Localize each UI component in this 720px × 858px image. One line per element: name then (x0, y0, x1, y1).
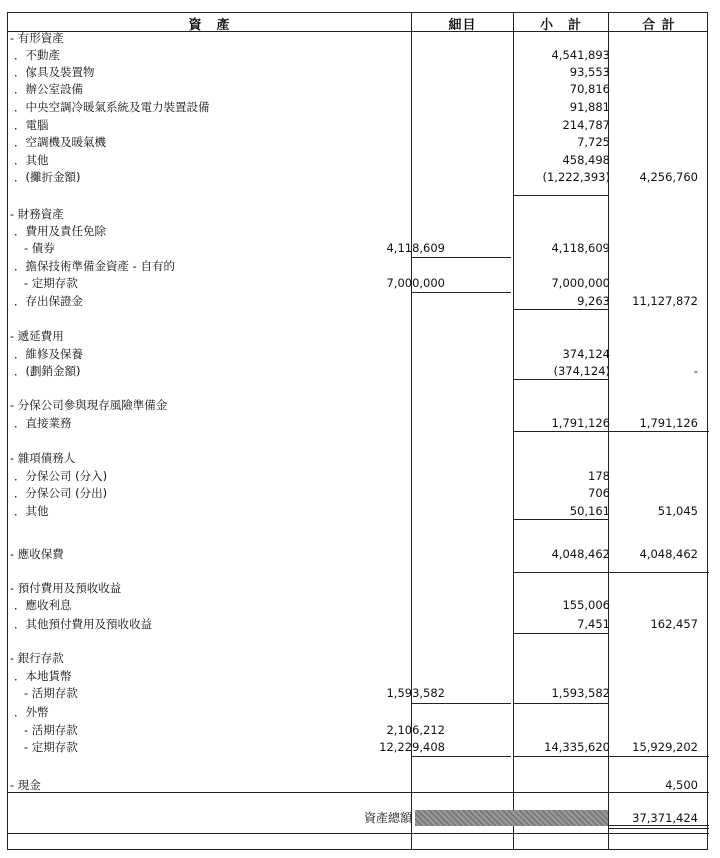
subtotal-value: 374,124 (562, 347, 610, 361)
table-row (8, 739, 707, 755)
table-row (8, 346, 707, 362)
table-row (8, 597, 707, 613)
row-label: - 分保公司參與現存風險準備金 (10, 398, 168, 412)
table-row (8, 503, 707, 519)
detail-value: 4,118,609 (386, 241, 445, 255)
table-row (8, 258, 707, 274)
row-label: - 雜項債務人 (10, 451, 76, 465)
table-row (8, 777, 707, 793)
table-row (8, 616, 707, 632)
table-row (8, 134, 707, 150)
subtotal-value: 458,498 (562, 153, 610, 167)
row-label: ．維修及保養 (14, 347, 83, 361)
subtotal-value: 1,791,126 (551, 416, 610, 430)
row-label: - 債券 (24, 241, 55, 255)
table-row (8, 397, 707, 413)
detail-value: 2,106,212 (386, 723, 445, 737)
total-value: 162,457 (650, 617, 698, 631)
total-value: 4,500 (665, 778, 698, 792)
header-assets: 資 產 (188, 18, 231, 33)
row-label: ．(攤折金額) (14, 170, 81, 184)
table-row (8, 223, 707, 239)
row-label: ．直接業務 (14, 416, 72, 430)
row-label: ．應收利息 (14, 598, 72, 612)
subtotal-value: 1,593,582 (551, 686, 610, 700)
row-label: - 遞延費用 (10, 329, 64, 343)
row-label: - 財務資產 (10, 207, 64, 221)
subtotal-value: (1,222,393) (542, 170, 610, 184)
row-label: ．中央空調冷暖氣系統及電力裝置設備 (14, 100, 210, 114)
table-row (8, 704, 707, 720)
row-label: - 活期存款 (24, 686, 78, 700)
total-value: 15,929,202 (632, 740, 698, 754)
row-label: ．不動產 (14, 48, 60, 62)
table-row (8, 240, 707, 256)
subtotal-value: 9,263 (577, 294, 610, 308)
table-row (8, 450, 707, 466)
row-label: ．傢具及裝置物 (14, 65, 95, 79)
table-row (8, 64, 707, 80)
header-total: 合 計 (642, 18, 676, 33)
table-row (8, 650, 707, 666)
total-value: 4,048,462 (639, 547, 698, 561)
total-value: 11,127,872 (632, 294, 698, 308)
total-value: - (693, 364, 698, 378)
subtotal-value: 4,048,462 (551, 547, 610, 561)
row-label: ．(劃銷金額) (14, 364, 81, 378)
total-row (8, 810, 707, 826)
row-label: ．空調機及暖氣機 (14, 135, 106, 149)
total-value: 4,256,760 (639, 170, 698, 184)
subtotal-value: 7,451 (577, 617, 610, 631)
row-label: ．電腦 (14, 118, 49, 132)
row-label: - 銀行存款 (10, 651, 64, 665)
table-row (8, 580, 707, 596)
row-label: ．其他預付費用及預收收益 (14, 617, 152, 631)
subtotal-value: 155,006 (562, 598, 610, 612)
detail-value: 7,000,000 (386, 276, 445, 290)
header-detail: 細目 (448, 18, 477, 33)
row-label: - 定期存款 (24, 276, 78, 290)
subtotal-value: 70,816 (569, 82, 610, 96)
table-row (8, 275, 707, 291)
row-label: ．費用及責任免除 (14, 224, 106, 238)
detail-value: 12,229,408 (379, 740, 445, 754)
subtotal-value: 178 (588, 469, 610, 483)
table-row (8, 47, 707, 63)
subtotal-value: 14,335,620 (544, 740, 610, 754)
row-label: ．其他 (14, 153, 49, 167)
table-row (8, 117, 707, 133)
row-label: ．分保公司 (分入) (14, 469, 108, 483)
row-label: - 現金 (10, 778, 41, 792)
table-row (8, 328, 707, 344)
total-assets-label: 資產總額 (363, 811, 412, 825)
total-value: 1,791,126 (639, 416, 698, 430)
row-label: - 預付費用及預收收益 (10, 581, 122, 595)
row-label: ．其他 (14, 504, 49, 518)
subtotal-value: 93,553 (569, 65, 610, 79)
table-row (8, 169, 707, 185)
row-label: - 有形資產 (10, 31, 64, 45)
subtotal-value: 4,541,893 (551, 48, 610, 62)
table-row (8, 485, 707, 501)
row-label: ．外幣 (14, 705, 49, 719)
table-row (8, 546, 707, 562)
table-row (8, 293, 707, 309)
detail-value: 1,593,582 (386, 686, 445, 700)
subtotal-value: (374,124) (553, 364, 610, 378)
total-value: 51,045 (657, 504, 698, 518)
table-row (8, 415, 707, 431)
table-row (8, 152, 707, 168)
row-label: - 活期存款 (24, 723, 78, 737)
table-row (8, 30, 707, 46)
subtotal-value: 706 (588, 486, 610, 500)
table-row (8, 363, 707, 379)
table-row (8, 468, 707, 484)
subtotal-value: 91,881 (569, 100, 610, 114)
table-row (8, 668, 707, 684)
table-row (8, 206, 707, 222)
total-assets-value: 37,371,424 (632, 811, 698, 825)
subtotal-value: 7,725 (577, 135, 610, 149)
subtotal-value: 7,000,000 (551, 276, 610, 290)
row-label: ．分保公司 (分出) (14, 486, 108, 500)
header-subtotal: 小 計 (539, 18, 582, 33)
table-row (8, 722, 707, 738)
table-row (8, 81, 707, 97)
row-label: - 定期存款 (24, 740, 78, 754)
row-label: ．本地貨幣 (14, 669, 72, 683)
row-label: ．辦公室設備 (14, 82, 83, 96)
table-row (8, 685, 707, 701)
table-row (8, 99, 707, 115)
balance-sheet-table (7, 12, 708, 850)
row-label: ．存出保證金 (14, 294, 83, 308)
row-label: ．擔保技術準備金資產 - 自有的 (14, 259, 175, 273)
subtotal-value: 214,787 (562, 118, 610, 132)
subtotal-value: 4,118,609 (551, 241, 610, 255)
row-label: - 應收保費 (10, 547, 64, 561)
subtotal-value: 50,161 (569, 504, 610, 518)
